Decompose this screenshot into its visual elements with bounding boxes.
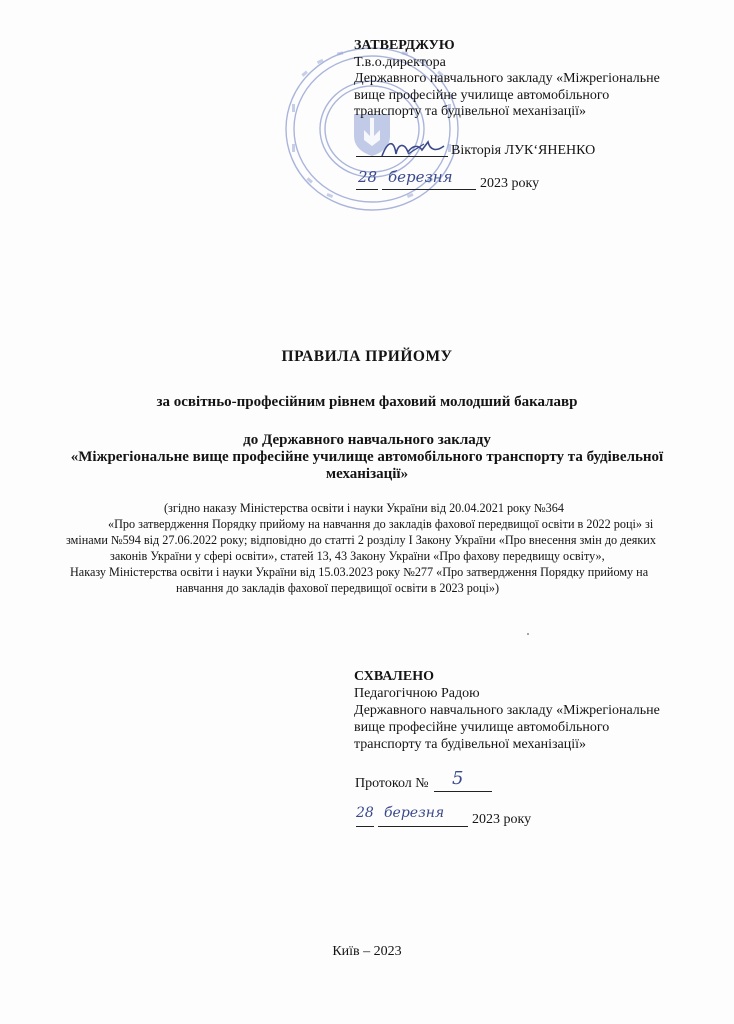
protocol-number-line: [434, 791, 492, 792]
council-institution-line-3: транспорту та будівельної механізації»: [354, 737, 586, 752]
council-date-month-line: [378, 826, 468, 827]
council-block: [354, 668, 660, 753]
basis-line-5: Наказу Міністерства освіти і науки України від 15.03.2023 року №277 «Про затвердження Порядку прийому на: [70, 565, 649, 579]
council-date-year: 2023 року: [472, 812, 532, 827]
institution-line-1: до Державного навчального закладу: [243, 432, 491, 448]
approval-date-year: 2023 року: [480, 176, 540, 191]
institution-line-2: «Міжрегіональне вище професійне училище автомобільного транспорту та будівельної: [70, 449, 664, 465]
basis-line-1: (згідно наказу Міністерства освіти і науки України від 20.04.2021 року №364: [164, 501, 564, 515]
basis-line-3: змінами №594 від 27.06.2022 року; відповідно до статті 2 розділу І Закону України «Про внесення змін до деяких: [66, 533, 656, 547]
institution-line-3: механізації»: [325, 466, 409, 482]
council-name: Педагогічною Радою: [354, 686, 480, 701]
council-date-day: 28: [356, 805, 374, 821]
council-heading: СХВАЛЕНО: [354, 669, 434, 684]
signer-name: Вікторія ЛУК‘ЯНЕНКО: [451, 143, 596, 158]
council-date-day-line: [356, 826, 374, 827]
basis-line-2: «Про затвердження Порядку прийому на навчання до закладів фахової передвищої освіти в 2022 році» зі: [108, 517, 654, 531]
page-title: ПРАВИЛА ПРИЙОМУ: [281, 348, 453, 365]
council-date-month: березня: [384, 805, 445, 821]
handwritten-signature: [378, 136, 448, 162]
protocol-number: 5: [452, 768, 464, 789]
approval-date-day: 28: [358, 168, 378, 186]
scan-speck: [527, 633, 529, 635]
city-year: Київ – 2023: [332, 944, 402, 959]
basis-line-4: законів України у сфері освіти», статей 13, 43 Закону України «Про фахову передвищу освіту»,: [110, 549, 605, 563]
date-month-line: [382, 189, 476, 190]
council-institution-line-2: вище професійне училище автомобільного: [354, 720, 610, 735]
approval-institution-line-3: транспорту та будівельної механізації»: [354, 104, 586, 119]
approval-position: Т.в.о.директора: [354, 54, 446, 70]
protocol-label: Протокол №: [355, 776, 429, 791]
council-institution-line-1: Державного навчального закладу «Міжрегіональне: [354, 703, 660, 718]
approval-block: [354, 38, 660, 121]
approval-institution-line-1: Державного навчального закладу «Міжрегіональне: [354, 71, 660, 86]
date-day-line: [356, 189, 378, 190]
page-subtitle: за освітньо-професійним рівнем фаховий молодший бакалавр: [156, 394, 578, 410]
approval-institution-line-2: вище професійне училище автомобільного: [354, 87, 610, 103]
approval-date-month: березня: [388, 168, 453, 186]
approval-heading: ЗАТВЕРДЖУЮ: [354, 38, 455, 53]
basis-line-6: навчання до закладів фахової передвищої освіти в 2023 році»): [176, 581, 500, 595]
